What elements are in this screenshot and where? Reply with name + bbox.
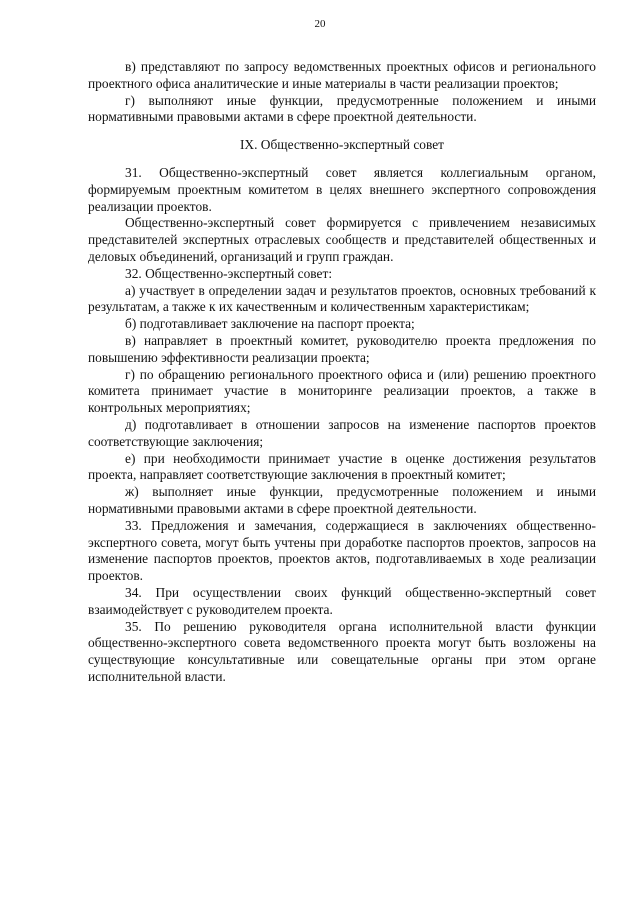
document-body bbox=[88, 59, 596, 686]
section-heading: IX. Общественно-экспертный совет bbox=[239, 137, 445, 153]
paragraph-item-g: г) выполняют иные функции, предусмотренные положением и иными нормативными правовыми актами в сфере проектной деятельности. bbox=[88, 92, 596, 125]
paragraph-32-g: г) по обращению регионального проектного офиса и (или) решению проектного комитета принимает участие в мониторинге реализации проектов, а также в контрольных мероприятиях; bbox=[88, 366, 596, 416]
paragraph-32-e: е) при необходимости принимает участие в оценке достижения результатов проекта, направляет соответствующие заключения в проектный комитет; bbox=[88, 450, 596, 483]
paragraph-32-a: а) участвует в определении задач и результатов проектов, основных требований к результатам, а также к их качественным и количественным характеристикам; bbox=[88, 282, 596, 315]
paragraph-31-composition: Общественно-экспертный совет формируется с привлечением независимых представителей экспертных отраслевых сообществ и представителей общественных и деловых объединений, организаций и групп граждан. bbox=[88, 215, 596, 264]
paragraph-31: 31. Общественно-экспертный совет является коллегиальным органом, формируемым проектным комитетом в целях внешнего экспертного сопровождения реализации проектов. bbox=[88, 164, 596, 214]
paragraph-32-b: б) подготавливает заключение на паспорт проекта; bbox=[125, 316, 415, 332]
paragraph-32-zh: ж) выполняет иные функции, предусмотренные положением и иными нормативными правовыми актами в сфере проектной деятельности. bbox=[88, 484, 596, 516]
paragraph-35: 35. По решению руководителя органа исполнительной власти функции общественно-экспертного совета ведомственного проекта могут быть возложены на существующие консультативные или совещательные органы при этом органе исполнительной власти. bbox=[88, 618, 596, 684]
paragraph-item-v: в) представляют по запросу ведомственных проектных офисов и регионального проектного офиса аналитические и иные материалы в части реализации проектов; bbox=[88, 59, 596, 91]
paragraph-33: 33. Предложения и замечания, содержащиеся в заключениях общественно-экспертного совета, могут быть учтены при доработке паспортов проектов, запросов на изменение паспортов проектов, проектов актов, подготавливаемых в ходе реализации проектов. bbox=[88, 517, 596, 584]
paragraph-32: 32. Общественно-экспертный совет: bbox=[125, 265, 333, 281]
paragraph-32-d: д) подготавливает в отношении запросов на изменение паспортов проектов соответствующие заключения; bbox=[88, 416, 596, 449]
paragraph-32-v: в) направляет в проектный комитет, руководителю проекта предложения по повышению эффективности реализации проекта; bbox=[88, 332, 596, 365]
paragraph-34: 34. При осуществлении своих функций общественно-экспертный совет взаимодействует с руководителем проекта. bbox=[88, 584, 596, 617]
page-number: 20 bbox=[314, 18, 326, 30]
